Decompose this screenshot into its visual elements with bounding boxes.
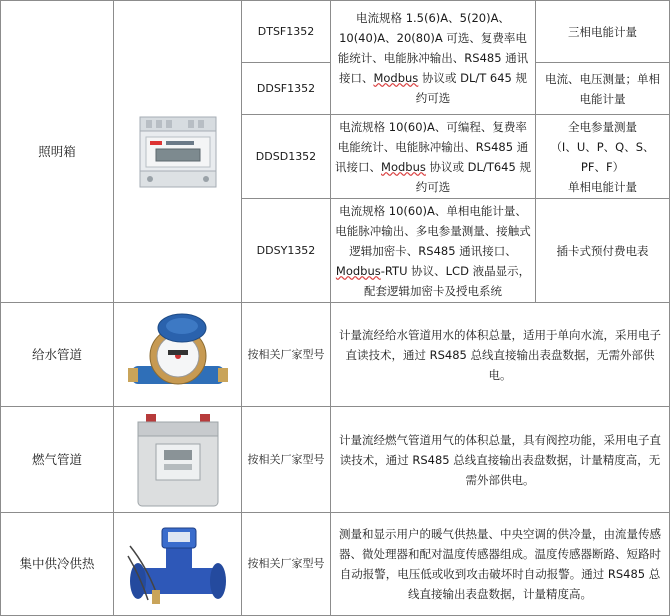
desc-heating: 测量和显示用户的暖气供热量、中央空调的供冷量，由流量传感器、微处理器和配对温度传感器组成。温度传感器断路、短路时自动报警，电压低或收到攻击破坏时自动报警。通过 RS485 总线直接输出表盘数据，计量精度高。 bbox=[331, 513, 670, 616]
desc-ddsy-a: 电流规格 10(60)A、单相电能计量、电能脉冲输出、多电参量测量、接触式逻辑加密卡、RS485 通讯接口、 bbox=[335, 203, 531, 258]
model-gas: 按相关厂家型号 bbox=[242, 407, 331, 513]
function-ddsd-c: 单相电能计量 bbox=[568, 179, 637, 194]
water-meter-icon bbox=[128, 310, 228, 400]
desc-ddsy-c: -RTU 协议、LCD 液晶显示，配套逻辑加密卡及授电系统 bbox=[364, 263, 531, 298]
model-ddsf1352: DDSF1352 bbox=[242, 63, 331, 115]
function-ddsf1352: 电流、电压测量；单相电能计量 bbox=[536, 63, 670, 115]
gas-meter-image bbox=[114, 407, 242, 513]
desc-shared-modbus: Modbus bbox=[373, 70, 419, 85]
model-dtsf1352: DTSF1352 bbox=[242, 1, 331, 63]
function-ddsy1352: 插卡式预付费电表 bbox=[536, 199, 670, 303]
heat-meter-image bbox=[114, 513, 242, 616]
desc-ddsd-modbus: Modbus bbox=[381, 159, 426, 174]
desc-shared-dtsf-ddsf bbox=[331, 1, 536, 115]
desc-ddsd1352 bbox=[331, 115, 536, 199]
category-gas: 燃气管道 bbox=[1, 407, 114, 513]
gas-meter-icon bbox=[132, 412, 224, 508]
model-water: 按相关厂家型号 bbox=[242, 303, 331, 407]
category-heating: 集中供冷供热 bbox=[1, 513, 114, 616]
desc-ddsy-modbus: Modbus bbox=[335, 263, 381, 278]
function-ddsd-b: （I、U、P、Q、S、PF、F） bbox=[550, 139, 655, 174]
water-meter-image bbox=[114, 303, 242, 407]
category-lighting: 照明箱 bbox=[1, 1, 114, 303]
desc-shared-a: 电流规格 1.5(6)A、5(20)A、10(40)A、20(80)A 可选、复费率电能统计、电能脉冲输出、RS485 通讯接口、 bbox=[337, 10, 529, 85]
heat-meter-icon bbox=[126, 516, 230, 612]
desc-shared-c: 协议或 DL/T 645 规约可选 bbox=[415, 70, 528, 105]
desc-ddsd-c: 协议或 DL/T645 规约可选 bbox=[415, 159, 531, 194]
function-dtsf1352: 三相电能计量 bbox=[536, 1, 670, 63]
model-ddsd1352: DDSD1352 bbox=[242, 115, 331, 199]
desc-ddsd-a: 电流规格 10(60)A、可编程、复费率电能统计、电能脉冲输出、RS485 通讯接口、 bbox=[335, 119, 529, 174]
model-ddsy1352: DDSY1352 bbox=[242, 199, 331, 303]
category-water: 给水管道 bbox=[1, 303, 114, 407]
desc-water: 计量流经给水管道用水的体积总量，适用于单向水流，采用电子直读技术，通过 RS485 总线直接输出表盘数据，无需外部供电。 bbox=[331, 303, 670, 407]
desc-ddsy1352 bbox=[331, 199, 536, 303]
desc-gas: 计量流经燃气管道用气的体积总量，具有阀控功能，采用电子直读技术，通过 RS485 总线直接输出表盘数据，计量精度高，无需外部供电。 bbox=[331, 407, 670, 513]
electricity-meter-image bbox=[114, 1, 242, 303]
function-ddsd-a: 全电参量测量 bbox=[568, 119, 637, 134]
electricity-meter-icon bbox=[132, 111, 224, 193]
function-ddsd1352 bbox=[536, 115, 670, 199]
model-heating: 按相关厂家型号 bbox=[242, 513, 331, 616]
